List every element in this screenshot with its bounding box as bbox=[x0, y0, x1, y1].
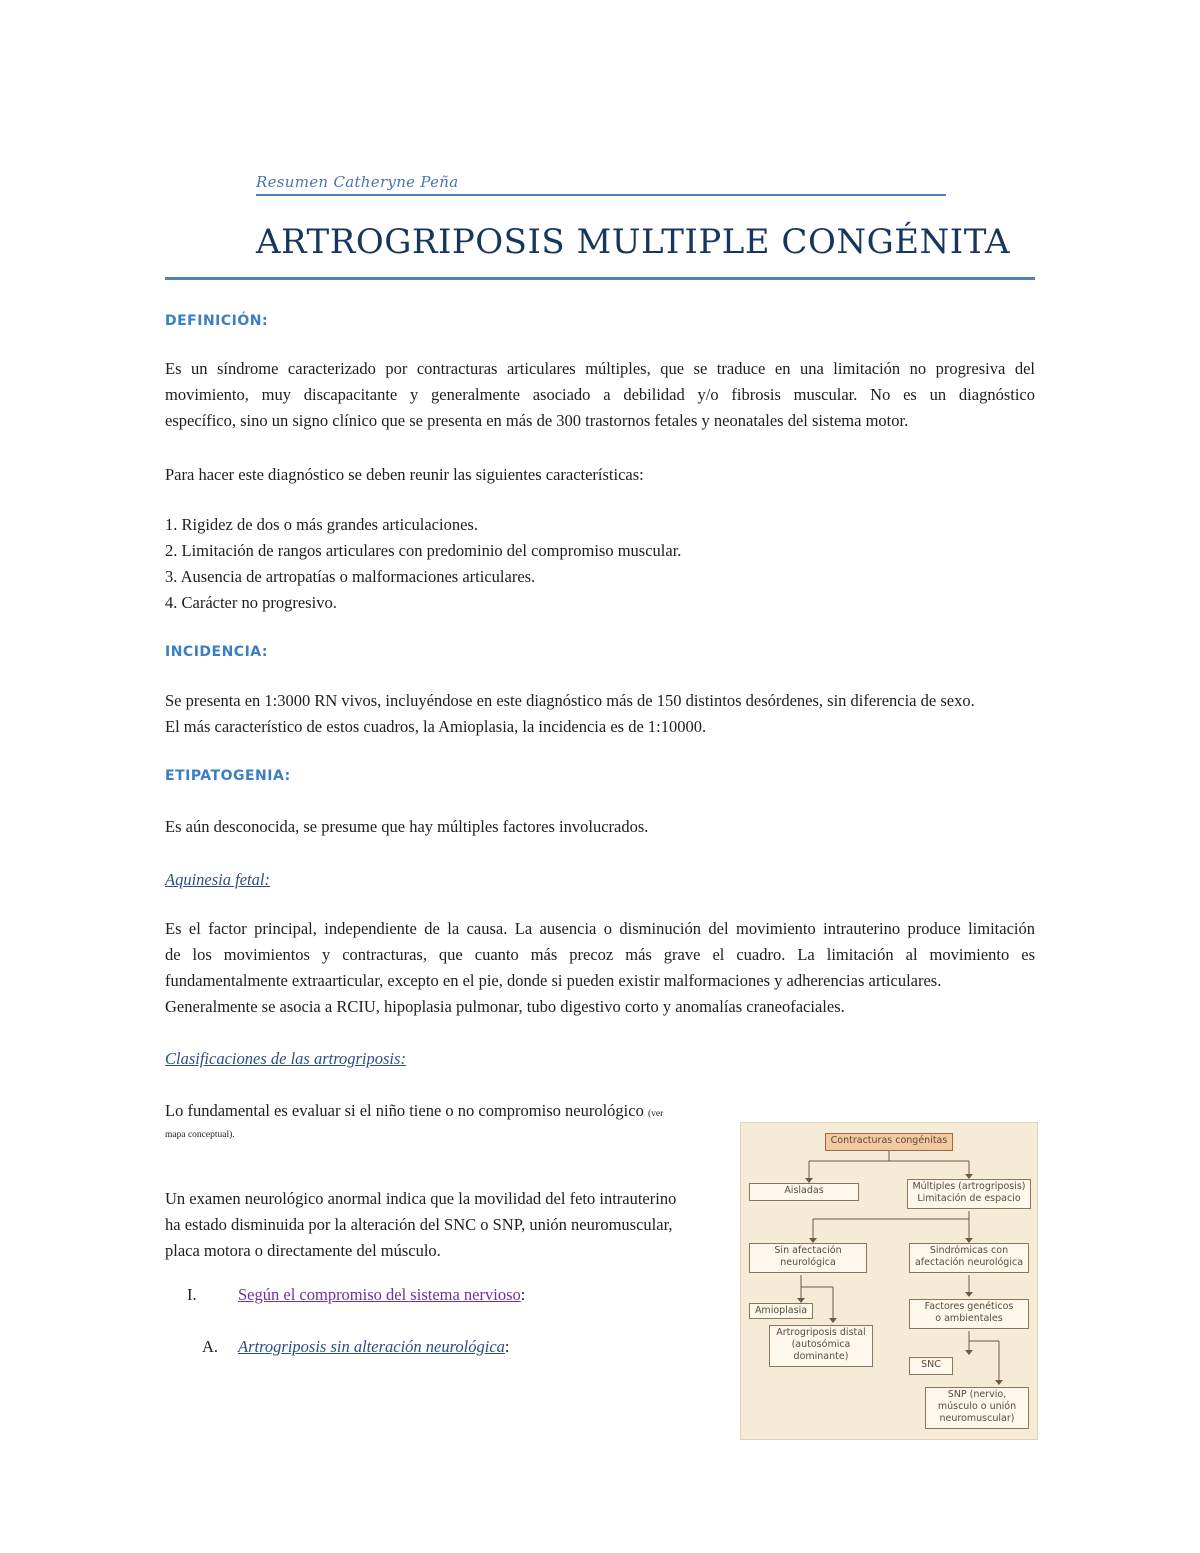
list-item: 1. Rigidez de dos o más grandes articulaciones. bbox=[165, 515, 478, 534]
map-node-sin-afectacion bbox=[749, 1243, 867, 1273]
page-title: ARTROGRIPOSIS MULTIPLE CONGÉNITA bbox=[256, 222, 1011, 262]
map-node-snc: SNC bbox=[909, 1357, 953, 1375]
map-node-line: Artrogriposis distal bbox=[776, 1327, 866, 1338]
alpha-item-text: Artrogriposis sin alteración neurológica bbox=[238, 1337, 505, 1356]
text-line: Es el factor principal, independiente de la causa. La ausencia o disminución del movimiento intrauterino produce limitación bbox=[165, 919, 1035, 938]
text-line: Se presenta en 1:3000 RN vivos, incluyéndose en este diagnóstico más de 150 distintos desórdenes, sin diferencia de sexo. bbox=[165, 691, 975, 710]
map-node-snp bbox=[925, 1387, 1029, 1429]
incidencia-paragraph bbox=[165, 688, 1035, 740]
list-item: 3. Ausencia de artropatías o malformaciones articulares. bbox=[165, 567, 536, 586]
text-line: placa motora o directamente del músculo. bbox=[165, 1241, 441, 1260]
map-node-factores bbox=[909, 1299, 1029, 1329]
roman-item bbox=[238, 1285, 525, 1305]
map-node-line: Factores genéticos bbox=[924, 1301, 1014, 1312]
incidencia-heading: INCIDENCIA: bbox=[165, 644, 268, 660]
text-line: movimiento, muy discapacitante y generalmente asociado a debilidad y/o fibrosis muscular. No es un diagnóstico bbox=[165, 385, 1035, 404]
map-node-line: dominante) bbox=[793, 1351, 849, 1362]
definicion-heading: DEFINICIÓN: bbox=[165, 313, 269, 329]
text-line: específico, sino un signo clínico que se presenta en más de 300 trastornos fetales y neonatales del sistema motor. bbox=[165, 411, 909, 430]
aquinesia-paragraph bbox=[165, 916, 1035, 1020]
map-node-line: Múltiples (artrogriposis) bbox=[912, 1181, 1026, 1192]
text-line: ha estado disminuida por la alteración del SNC o SNP, unión neuromuscular, bbox=[165, 1215, 673, 1234]
map-node-line: SNP (nervio, bbox=[947, 1389, 1007, 1400]
concept-map bbox=[740, 1122, 1038, 1440]
map-node-multiples bbox=[907, 1179, 1031, 1209]
criteria-list bbox=[165, 512, 1035, 616]
map-node-distal bbox=[769, 1325, 873, 1367]
clasificaciones-paragraph bbox=[165, 1186, 725, 1264]
clasificaciones-line2: mapa conceptual). bbox=[165, 1130, 235, 1140]
map-node-line: o ambientales bbox=[935, 1313, 1003, 1324]
text-line: El más característico de estos cuadros, la Amioplasia, la incidencia es de 1:10000. bbox=[165, 717, 707, 736]
alpha-item-colon: : bbox=[504, 1337, 510, 1356]
alpha-item bbox=[238, 1337, 510, 1357]
map-node-line: neurológica bbox=[780, 1257, 836, 1268]
author-line: Resumen Catheryne Peña bbox=[256, 173, 459, 191]
list-item: 2. Limitación de rangos articulares con predominio del compromiso muscular. bbox=[165, 541, 682, 560]
list-item: 4. Carácter no progresivo. bbox=[165, 593, 337, 612]
text-fragment: Lo fundamental es evaluar si el niño tiene o no compromiso neurológico bbox=[165, 1101, 648, 1120]
map-node-contracturas: Contracturas congénitas bbox=[825, 1133, 953, 1151]
map-node-line: neuromuscular) bbox=[939, 1413, 1015, 1424]
roman-item-text: Según el compromiso del sistema nervioso bbox=[238, 1285, 521, 1304]
map-node-amioplasia: Amioplasia bbox=[749, 1303, 813, 1319]
criteria-intro: Para hacer este diagnóstico se deben reunir las siguientes características: bbox=[165, 465, 644, 484]
text-line: Es un síndrome caracterizado por contracturas articulares múltiples, que se traduce en una limitación no progresiva del bbox=[165, 359, 1035, 378]
map-node-line: (autosómica bbox=[791, 1339, 851, 1350]
roman-item-colon: : bbox=[520, 1285, 526, 1304]
text-line: Generalmente se asocia a RCIU, hipoplasia pulmonar, tubo digestivo corto y anomalías craneofaciales. bbox=[165, 997, 845, 1016]
map-node-line: afectación neurológica bbox=[914, 1257, 1024, 1268]
etiopatogenia-heading: ETIPATOGENIA: bbox=[165, 768, 291, 784]
title-divider bbox=[165, 277, 1035, 280]
text-line: fundamentalmente extraarticular, excepto en el pie, donde si pueden existir malformaciones y adherencias articulares. bbox=[165, 971, 942, 990]
definicion-paragraph bbox=[165, 356, 1035, 434]
header-divider bbox=[256, 194, 946, 196]
map-node-line: Sin afectación bbox=[774, 1245, 842, 1256]
map-node-aisladas: Aisladas bbox=[749, 1183, 859, 1201]
map-node-line: Limitación de espacio bbox=[917, 1193, 1021, 1204]
alpha-marker: A. bbox=[202, 1337, 219, 1356]
text-fragment-small: (ver bbox=[647, 1109, 664, 1119]
map-node-line: Sindrómicas con bbox=[929, 1245, 1009, 1256]
aquinesia-heading: Aquinesia fetal: bbox=[165, 870, 270, 889]
roman-marker: I. bbox=[187, 1285, 197, 1304]
text-line: de los movimientos y contracturas, que cuanto más precoz más grave el cuadro. La limitación al movimiento es bbox=[165, 945, 1035, 964]
etiopatogenia-text: Es aún desconocida, se presume que hay múltiples factores involucrados. bbox=[165, 817, 649, 836]
map-node-sindromicas bbox=[909, 1243, 1029, 1273]
text-line: Un examen neurológico anormal indica que la movilidad del feto intrauterino bbox=[165, 1189, 677, 1208]
clasificaciones-heading: Clasificaciones de las artrogriposis: bbox=[165, 1049, 406, 1068]
map-node-line: músculo o unión bbox=[937, 1401, 1017, 1412]
